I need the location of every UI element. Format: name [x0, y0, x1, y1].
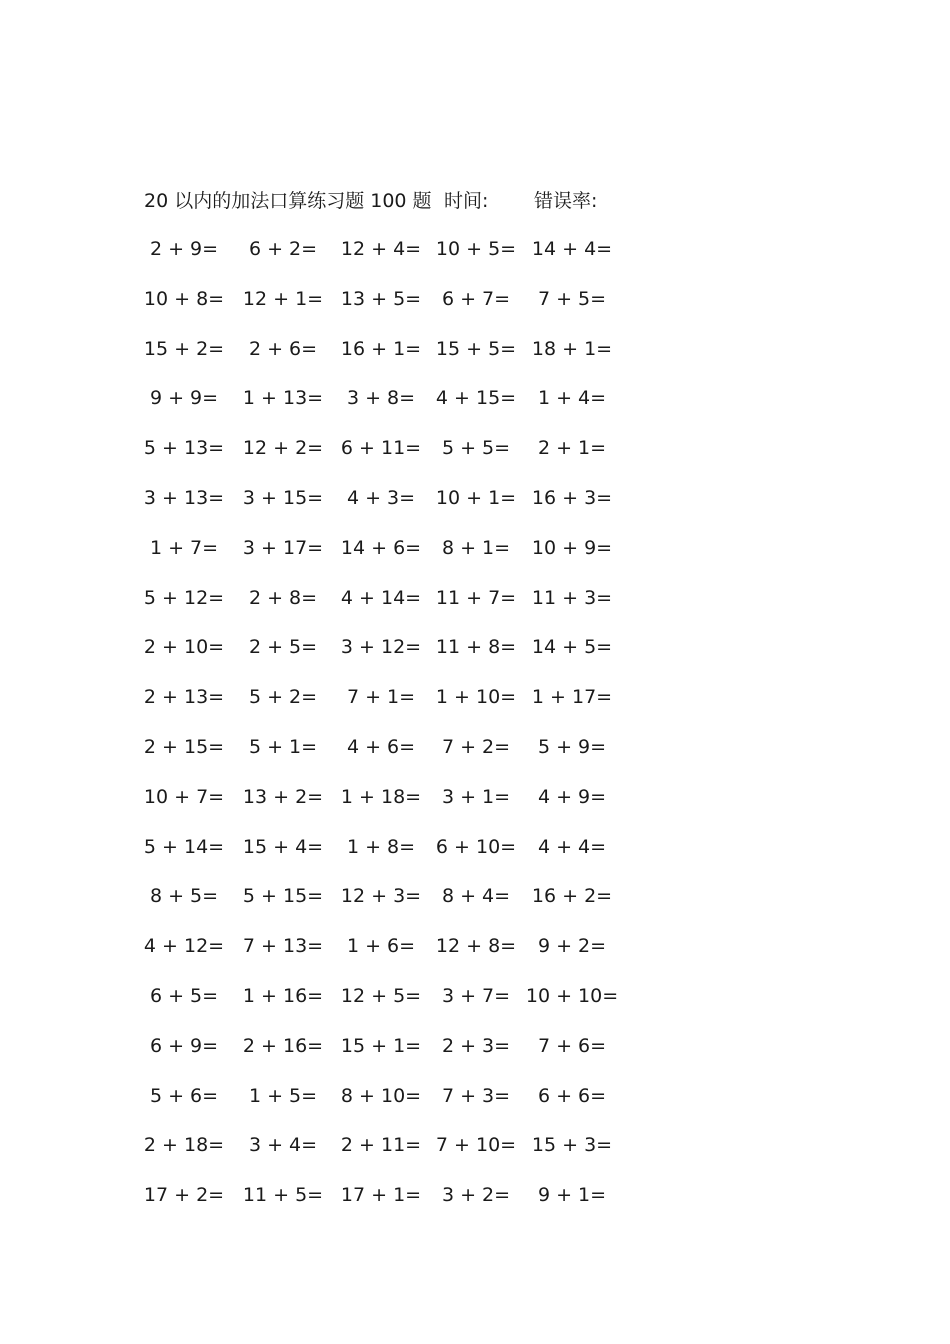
- problem: 11 + 5=: [242, 1184, 324, 1207]
- problem: 5 + 5=: [441, 437, 511, 460]
- problem: 3 + 15=: [242, 486, 324, 509]
- problem-row: [0, 881, 950, 931]
- problem: 1 + 17=: [531, 686, 613, 709]
- problem: 2 + 11=: [340, 1134, 422, 1157]
- problem: 10 + 8=: [143, 287, 225, 310]
- problem: 4 + 3=: [346, 486, 416, 509]
- problem: 12 + 2=: [242, 437, 324, 460]
- problem-row: [0, 533, 950, 583]
- problem: 16 + 3=: [531, 486, 613, 509]
- problem: 9 + 9=: [149, 387, 219, 410]
- problem: 12 + 8=: [435, 935, 517, 958]
- problem: 7 + 3=: [441, 1084, 511, 1107]
- problem: 8 + 10=: [340, 1084, 422, 1107]
- problem: 18 + 1=: [531, 337, 613, 360]
- problem: 12 + 5=: [340, 984, 422, 1007]
- problem: 3 + 7=: [441, 984, 511, 1007]
- problem: 17 + 1=: [340, 1184, 422, 1207]
- problem-row: [0, 1081, 950, 1131]
- problem: 4 + 4=: [537, 835, 607, 858]
- time-label: 时间:: [444, 190, 489, 212]
- problem: 3 + 8=: [346, 387, 416, 410]
- problem: 5 + 14=: [143, 835, 225, 858]
- problem: 1 + 4=: [537, 387, 607, 410]
- problem: 15 + 3=: [531, 1134, 613, 1157]
- worksheet-title: 20 以内的加法口算练习题 100 题: [144, 190, 432, 212]
- problem: 5 + 6=: [149, 1084, 219, 1107]
- problem-row: [0, 234, 950, 284]
- problem: 8 + 1=: [441, 536, 511, 559]
- problem: 8 + 4=: [441, 885, 511, 908]
- problem: 4 + 15=: [435, 387, 517, 410]
- problem: 10 + 7=: [143, 785, 225, 808]
- problem: 13 + 2=: [242, 785, 324, 808]
- problem: 5 + 2=: [248, 686, 318, 709]
- problem: 13 + 5=: [340, 287, 422, 310]
- problem: 7 + 13=: [242, 935, 324, 958]
- problem-row: [0, 1130, 950, 1180]
- problem: 6 + 11=: [340, 437, 422, 460]
- problem: 1 + 6=: [346, 935, 416, 958]
- problem: 7 + 1=: [346, 686, 416, 709]
- problem: 1 + 13=: [242, 387, 324, 410]
- problem: 2 + 13=: [143, 686, 225, 709]
- problem: 1 + 7=: [149, 536, 219, 559]
- problem: 15 + 5=: [435, 337, 517, 360]
- problem: 10 + 10=: [525, 984, 619, 1007]
- problem-row: [0, 1031, 950, 1081]
- problem: 7 + 10=: [435, 1134, 517, 1157]
- problem-row: [0, 832, 950, 882]
- problem-row: [0, 981, 950, 1031]
- problem: 10 + 1=: [435, 486, 517, 509]
- problem: 5 + 15=: [242, 885, 324, 908]
- problem: 6 + 9=: [149, 1034, 219, 1057]
- problem: 2 + 1=: [537, 437, 607, 460]
- problem: 1 + 8=: [346, 835, 416, 858]
- problem: 9 + 2=: [537, 935, 607, 958]
- problem: 11 + 3=: [531, 586, 613, 609]
- problem: 10 + 5=: [435, 238, 517, 260]
- problem-row: [0, 284, 950, 334]
- problem-row: [0, 583, 950, 633]
- problem: 2 + 18=: [143, 1134, 225, 1157]
- problem: 8 + 5=: [149, 885, 219, 908]
- problem: 14 + 5=: [531, 636, 613, 659]
- problem: 6 + 6=: [537, 1084, 607, 1107]
- problem: 1 + 18=: [340, 785, 422, 808]
- problem: 6 + 7=: [441, 287, 511, 310]
- problem: 3 + 2=: [441, 1184, 511, 1207]
- problem: 2 + 10=: [143, 636, 225, 659]
- problem-row: [0, 732, 950, 782]
- error-rate-label: 错误率:: [534, 190, 598, 212]
- problem: 2 + 3=: [441, 1034, 511, 1057]
- problem: 3 + 12=: [340, 636, 422, 659]
- problem: 14 + 4=: [531, 238, 613, 260]
- problem: 4 + 14=: [340, 586, 422, 609]
- problem: 1 + 10=: [435, 686, 517, 709]
- problem: 7 + 5=: [537, 287, 607, 310]
- problem: 7 + 2=: [441, 735, 511, 758]
- problem: 2 + 5=: [248, 636, 318, 659]
- problem: 2 + 15=: [143, 735, 225, 758]
- problem-row: [0, 1180, 950, 1230]
- problem-grid: [0, 234, 950, 1230]
- problem: 6 + 2=: [248, 238, 318, 260]
- problem: 15 + 1=: [340, 1034, 422, 1057]
- problem: 7 + 6=: [537, 1034, 607, 1057]
- problem: 5 + 13=: [143, 437, 225, 460]
- problem: 9 + 1=: [537, 1184, 607, 1207]
- problem: 5 + 12=: [143, 586, 225, 609]
- problem: 11 + 7=: [435, 586, 517, 609]
- problem-row: [0, 433, 950, 483]
- problem: 3 + 13=: [143, 486, 225, 509]
- problem: 2 + 8=: [248, 586, 318, 609]
- problem: 10 + 9=: [531, 536, 613, 559]
- problem: 15 + 4=: [242, 835, 324, 858]
- problem: 17 + 2=: [143, 1184, 225, 1207]
- problem: 1 + 16=: [242, 984, 324, 1007]
- problem: 12 + 4=: [340, 238, 422, 260]
- problem: 2 + 16=: [242, 1034, 324, 1057]
- problem: 16 + 1=: [340, 337, 422, 360]
- problem: 12 + 1=: [242, 287, 324, 310]
- problem: 2 + 9=: [149, 238, 219, 260]
- problem: 1 + 5=: [248, 1084, 318, 1107]
- problem: 4 + 12=: [143, 935, 225, 958]
- problem-row: [0, 682, 950, 732]
- problem: 2 + 6=: [248, 337, 318, 360]
- problem: 3 + 4=: [248, 1134, 318, 1157]
- problem: 4 + 9=: [537, 785, 607, 808]
- problem: 12 + 3=: [340, 885, 422, 908]
- problem: 14 + 6=: [340, 536, 422, 559]
- problem: 11 + 8=: [435, 636, 517, 659]
- problem: 3 + 1=: [441, 785, 511, 808]
- problem-row: [0, 931, 950, 981]
- problem-row: [0, 483, 950, 533]
- problem: 16 + 2=: [531, 885, 613, 908]
- problem: 6 + 5=: [149, 984, 219, 1007]
- problem: 5 + 1=: [248, 735, 318, 758]
- problem-row: [0, 782, 950, 832]
- problem: 6 + 10=: [435, 835, 517, 858]
- problem-row: [0, 334, 950, 384]
- problem-row: [0, 383, 950, 433]
- problem: 15 + 2=: [143, 337, 225, 360]
- problem: 5 + 9=: [537, 735, 607, 758]
- problem: 3 + 17=: [242, 536, 324, 559]
- problem-row: [0, 632, 950, 682]
- problem: 4 + 6=: [346, 735, 416, 758]
